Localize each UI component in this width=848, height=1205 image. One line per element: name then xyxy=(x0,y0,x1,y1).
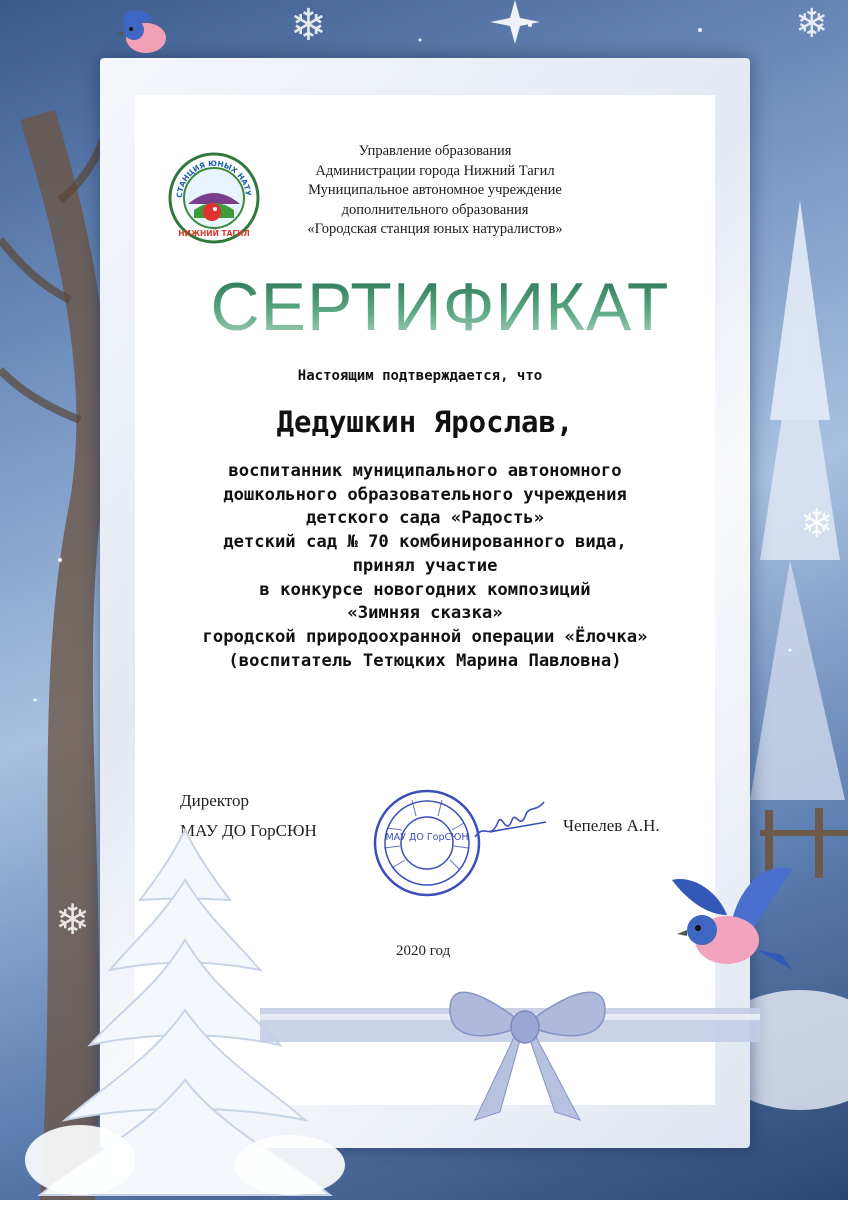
bullfinch-bird-icon xyxy=(106,0,176,60)
body-line: детского сада «Радость» xyxy=(306,508,544,529)
stamp-center-text: МАУ ДО ГорСЮН xyxy=(385,832,469,843)
header-line: дополнительного образования xyxy=(341,201,529,218)
body-line: (воспитатель Тетюцких Марина Павловна) xyxy=(228,650,622,671)
organization-logo xyxy=(168,152,260,244)
certificate-body xyxy=(130,460,720,673)
body-line: детский сад № 70 комбинированного вида, xyxy=(223,532,627,553)
body-line: «Зимняя сказка» xyxy=(347,603,503,624)
logo-bottom-text: НИЖНИЙ ТАГИЛ xyxy=(178,229,250,238)
confirmation-text: Настоящим подтверждается, что xyxy=(297,368,543,384)
snowflake-icon: ❄ xyxy=(800,501,834,546)
logo-ring-text: СТАНЦИЯ ЮНЫХ НАТУ xyxy=(174,158,254,199)
certificate-year: 2020 год xyxy=(396,943,451,959)
official-stamp xyxy=(372,788,482,898)
bullfinch-bird-icon xyxy=(662,860,802,980)
director-position: Директор xyxy=(180,791,249,810)
snowflake-icon: ❄ xyxy=(290,1,327,50)
header-line: Муниципальное автономное учреждение xyxy=(308,182,562,198)
issuer-header xyxy=(270,142,600,240)
director-organization: МАУ ДО ГорСЮН xyxy=(180,821,317,840)
header-line: «Городская станция юных натуралистов» xyxy=(307,221,563,237)
recipient-name: Дедушкин Ярослав, xyxy=(276,405,574,439)
body-line: городской природоохранной операции «Ёлочка» xyxy=(202,626,648,647)
ribbon-bow-decoration xyxy=(260,980,760,1130)
body-line: принял участие xyxy=(352,555,498,576)
body-line: в конкурсе новогодних композиций xyxy=(259,579,591,600)
body-line: воспитанник муниципального автономного xyxy=(228,461,622,481)
body-line: дошкольного образовательного учреждения xyxy=(223,484,627,505)
certificate-title: СЕРТИФИКАТ xyxy=(210,269,670,345)
director-name: Чепелев А.Н. xyxy=(563,816,660,835)
header-line: Администрации города Нижний Тагил xyxy=(315,162,555,179)
snowflake-icon: ❄ xyxy=(55,898,91,944)
header-line: Управление образования xyxy=(358,143,512,159)
handwritten-signature xyxy=(470,792,550,852)
snowflake-icon: ❄ xyxy=(795,1,829,46)
